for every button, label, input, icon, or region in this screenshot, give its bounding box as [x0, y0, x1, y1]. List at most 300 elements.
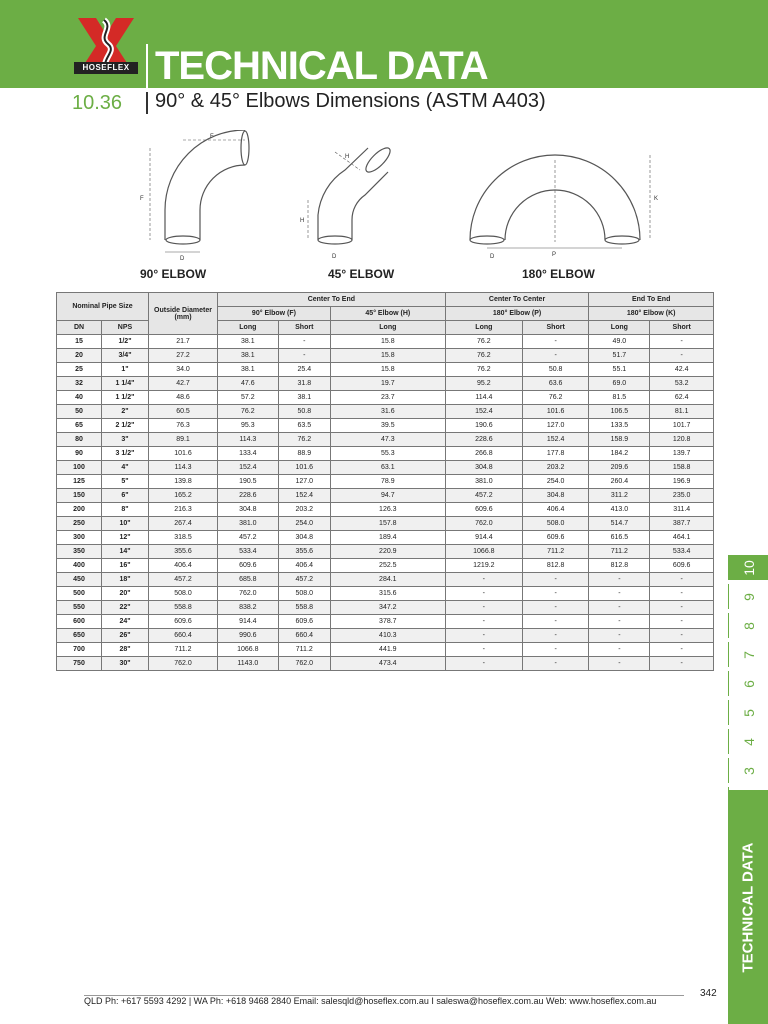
- table-cell: 609.6: [218, 559, 279, 573]
- page-code: 10.36: [72, 92, 123, 114]
- table-row: [57, 489, 714, 503]
- section-tab-label: 5: [740, 708, 757, 717]
- table-cell: 750: [57, 657, 102, 671]
- table-cell: 49.0: [589, 335, 650, 349]
- table-cell: 1 1/4": [102, 377, 149, 391]
- table-cell: 50.8: [278, 405, 330, 419]
- table-cell: 81.5: [589, 391, 650, 405]
- table-cell: 284.1: [330, 573, 445, 587]
- label-p-180: P: [552, 252, 557, 258]
- elbow-dimensions-table: [56, 292, 714, 671]
- table-cell: 10": [102, 517, 149, 531]
- elbow-diagrams: [0, 130, 768, 265]
- table-body: [57, 335, 714, 671]
- table-cell: 5": [102, 475, 149, 489]
- table-cell: 39.5: [330, 419, 445, 433]
- table-cell: -: [589, 643, 650, 657]
- section-tab-4[interactable]: [728, 729, 768, 754]
- table-row: [57, 643, 714, 657]
- table-cell: 311.4: [650, 503, 714, 517]
- table-cell: 34.0: [149, 363, 218, 377]
- table-cell: 609.6: [278, 615, 330, 629]
- table-cell: 685.8: [218, 573, 279, 587]
- table-row: [57, 461, 714, 475]
- header-long: Long: [330, 321, 445, 335]
- table-cell: 203.2: [278, 503, 330, 517]
- table-cell: 609.6: [522, 531, 588, 545]
- table-cell: 101.7: [650, 419, 714, 433]
- table-cell: 220.9: [330, 545, 445, 559]
- label-h-top: H: [345, 154, 350, 160]
- table-cell: -: [445, 629, 522, 643]
- table-cell: -: [650, 629, 714, 643]
- section-tab-label: 9: [740, 592, 757, 601]
- table-cell: 38.1: [218, 335, 279, 349]
- table-cell: -: [589, 573, 650, 587]
- table-cell: -: [650, 587, 714, 601]
- table-cell: 464.1: [650, 531, 714, 545]
- table-cell: 21.7: [149, 335, 218, 349]
- table-cell: 550: [57, 601, 102, 615]
- footer-contact: QLD Ph: +617 5593 4292 | WA Ph: +618 9468 2840 Email: salesqld@hoseflex.com.au I saleswa@hoseflex.com.au Web: www.hoseflex.com.au: [84, 996, 657, 1006]
- table-cell: 65: [57, 419, 102, 433]
- table-row: [57, 615, 714, 629]
- table-cell: -: [650, 601, 714, 615]
- table-cell: 267.4: [149, 517, 218, 531]
- table-cell: 76.2: [522, 391, 588, 405]
- table-cell: 78.9: [330, 475, 445, 489]
- table-cell: 26": [102, 629, 149, 643]
- table-cell: -: [589, 629, 650, 643]
- table-row: [57, 545, 714, 559]
- table-cell: 355.6: [149, 545, 218, 559]
- table-cell: 94.7: [330, 489, 445, 503]
- table-cell: -: [278, 335, 330, 349]
- table-cell: -: [650, 349, 714, 363]
- table-cell: 152.4: [278, 489, 330, 503]
- table-cell: 48.6: [149, 391, 218, 405]
- table-cell: 139.8: [149, 475, 218, 489]
- table-cell: 62.4: [650, 391, 714, 405]
- table-cell: 81.1: [650, 405, 714, 419]
- table-cell: 216.3: [149, 503, 218, 517]
- table-cell: 80: [57, 433, 102, 447]
- header-long: Long: [589, 321, 650, 335]
- table-cell: 69.0: [589, 377, 650, 391]
- table-cell: 711.2: [522, 545, 588, 559]
- elbow-180-diagram: [470, 155, 650, 248]
- table-cell: 315.6: [330, 587, 445, 601]
- table-cell: 209.6: [589, 461, 650, 475]
- table-cell: 2": [102, 405, 149, 419]
- table-cell: 250: [57, 517, 102, 531]
- header-short: Short: [278, 321, 330, 335]
- table-cell: 533.4: [650, 545, 714, 559]
- label-f-top: F: [210, 134, 214, 140]
- table-cell: 139.7: [650, 447, 714, 461]
- table-cell: 406.4: [149, 559, 218, 573]
- table-cell: 762.0: [445, 517, 522, 531]
- label-d-90: D: [180, 256, 185, 262]
- section-tab-9[interactable]: [728, 584, 768, 609]
- table-cell: -: [650, 657, 714, 671]
- table-cell: 1143.0: [218, 657, 279, 671]
- header-dn: DN: [57, 321, 102, 335]
- table-cell: 95.3: [218, 419, 279, 433]
- table-cell: 114.3: [149, 461, 218, 475]
- table-cell: -: [278, 349, 330, 363]
- table-cell: 152.4: [218, 461, 279, 475]
- table-cell: 3/4": [102, 349, 149, 363]
- header-180-elbow-p: 180° Elbow (P): [445, 307, 589, 321]
- table-row: [57, 573, 714, 587]
- table-row: [57, 391, 714, 405]
- table-row: [57, 419, 714, 433]
- table-cell: 6": [102, 489, 149, 503]
- table-cell: -: [445, 643, 522, 657]
- table-cell: 252.5: [330, 559, 445, 573]
- header-short: Short: [650, 321, 714, 335]
- table-cell: 125: [57, 475, 102, 489]
- table-cell: 990.6: [218, 629, 279, 643]
- table-cell: 196.9: [650, 475, 714, 489]
- table-cell: 24": [102, 615, 149, 629]
- table-cell: 25: [57, 363, 102, 377]
- label-d-180: D: [490, 254, 495, 260]
- table-cell: 76.2: [218, 405, 279, 419]
- table-cell: 18": [102, 573, 149, 587]
- caption-90-elbow: 90° ELBOW: [140, 267, 207, 281]
- table-cell: 558.8: [278, 601, 330, 615]
- table-cell: 19.7: [330, 377, 445, 391]
- table-cell: 200: [57, 503, 102, 517]
- table-cell: 266.8: [445, 447, 522, 461]
- table-cell: -: [445, 657, 522, 671]
- brand-text: HOSEFLEX: [74, 62, 138, 74]
- section-tab-7[interactable]: [728, 642, 768, 667]
- table-cell: 300: [57, 531, 102, 545]
- table-cell: 31.8: [278, 377, 330, 391]
- table-row: [57, 405, 714, 419]
- table-cell: 27.2: [149, 349, 218, 363]
- header-center-to-end: Center To End: [218, 293, 446, 307]
- table-cell: 762.0: [218, 587, 279, 601]
- table-cell: 30": [102, 657, 149, 671]
- table-cell: 660.4: [149, 629, 218, 643]
- table-cell: -: [650, 615, 714, 629]
- table-cell: 381.0: [445, 475, 522, 489]
- table-row: [57, 503, 714, 517]
- table-cell: -: [445, 573, 522, 587]
- table-cell: 15.8: [330, 349, 445, 363]
- table-cell: 914.4: [445, 531, 522, 545]
- subtitle-divider: [146, 92, 148, 114]
- table-cell: 387.7: [650, 517, 714, 531]
- table-cell: 235.0: [650, 489, 714, 503]
- table-cell: 53.2: [650, 377, 714, 391]
- table-cell: 158.9: [589, 433, 650, 447]
- table-row: [57, 517, 714, 531]
- table-cell: 4": [102, 461, 149, 475]
- table-cell: 508.0: [278, 587, 330, 601]
- table-cell: 400: [57, 559, 102, 573]
- table-cell: 457.2: [278, 573, 330, 587]
- table-cell: -: [650, 573, 714, 587]
- section-tab-label: 6: [740, 679, 757, 688]
- table-cell: 14": [102, 545, 149, 559]
- table-cell: 76.2: [278, 433, 330, 447]
- table-cell: 152.4: [522, 433, 588, 447]
- table-cell: 304.8: [445, 461, 522, 475]
- table-cell: 158.8: [650, 461, 714, 475]
- table-cell: 76.2: [445, 363, 522, 377]
- table-cell: 101.6: [149, 447, 218, 461]
- table-row: [57, 335, 714, 349]
- table-cell: 378.7: [330, 615, 445, 629]
- section-tab-label: 10: [740, 559, 757, 576]
- caption-180-elbow: 180° ELBOW: [522, 267, 595, 281]
- side-label-text: TECHNICAL DATA: [739, 842, 757, 972]
- table-cell: 57.2: [218, 391, 279, 405]
- page-subtitle: 90° & 45° Elbows Dimensions (ASTM A403): [155, 90, 546, 112]
- label-d-45: D: [332, 254, 337, 260]
- table-cell: 318.5: [149, 531, 218, 545]
- table-cell: 355.6: [278, 545, 330, 559]
- table-cell: 762.0: [149, 657, 218, 671]
- table-cell: 55.1: [589, 363, 650, 377]
- table-cell: 533.4: [218, 545, 279, 559]
- table-cell: -: [445, 615, 522, 629]
- header-outside-diameter: Outside Diameter (mm): [149, 293, 218, 335]
- table-cell: -: [522, 643, 588, 657]
- table-cell: 228.6: [218, 489, 279, 503]
- header-short: Short: [522, 321, 588, 335]
- table-cell: 100: [57, 461, 102, 475]
- table-cell: 63.1: [330, 461, 445, 475]
- table-cell: 63.5: [278, 419, 330, 433]
- table-cell: 101.6: [522, 405, 588, 419]
- section-tab-10[interactable]: [728, 555, 768, 580]
- table-cell: 616.5: [589, 531, 650, 545]
- table-cell: -: [522, 335, 588, 349]
- section-tab-label: 3: [740, 766, 757, 775]
- section-tab-label: 7: [740, 650, 757, 659]
- table-cell: 101.6: [278, 461, 330, 475]
- table-cell: 711.2: [149, 643, 218, 657]
- table-cell: 63.6: [522, 377, 588, 391]
- table-cell: 55.3: [330, 447, 445, 461]
- table-cell: 22": [102, 601, 149, 615]
- caption-45-elbow: 45° ELBOW: [328, 267, 395, 281]
- header-nominal-size: Nominal Pipe Size: [57, 293, 149, 321]
- table-cell: 38.1: [278, 391, 330, 405]
- table-cell: 76.2: [445, 349, 522, 363]
- table-cell: 1066.8: [445, 545, 522, 559]
- table-cell: 177.8: [522, 447, 588, 461]
- table-cell: -: [589, 587, 650, 601]
- table-cell: 106.5: [589, 405, 650, 419]
- table-cell: 38.1: [218, 363, 279, 377]
- table-cell: 20": [102, 587, 149, 601]
- table-cell: 473.4: [330, 657, 445, 671]
- table-row: [57, 601, 714, 615]
- table-row: [57, 377, 714, 391]
- table-cell: -: [522, 615, 588, 629]
- section-tab-6[interactable]: [728, 671, 768, 696]
- table-cell: 304.8: [278, 531, 330, 545]
- table-cell: 40: [57, 391, 102, 405]
- table-cell: 457.2: [218, 531, 279, 545]
- table-cell: 609.6: [149, 615, 218, 629]
- table-row: [57, 657, 714, 671]
- table-row: [57, 531, 714, 545]
- table-cell: 311.2: [589, 489, 650, 503]
- table-cell: 1219.2: [445, 559, 522, 573]
- side-section-label: [728, 790, 768, 1024]
- table-cell: 260.4: [589, 475, 650, 489]
- table-cell: 28": [102, 643, 149, 657]
- table-cell: 381.0: [218, 517, 279, 531]
- header-center-to-center: Center To Center: [445, 293, 589, 307]
- table-cell: 3 1/2": [102, 447, 149, 461]
- table-cell: 660.4: [278, 629, 330, 643]
- table-cell: 457.2: [445, 489, 522, 503]
- table-cell: 304.8: [522, 489, 588, 503]
- table-cell: 609.6: [650, 559, 714, 573]
- table-row: [57, 587, 714, 601]
- elbow-90-diagram: [150, 130, 249, 252]
- table-cell: 50.8: [522, 363, 588, 377]
- table-cell: 410.3: [330, 629, 445, 643]
- table-cell: 1066.8: [218, 643, 279, 657]
- table-cell: 600: [57, 615, 102, 629]
- table-cell: 152.4: [445, 405, 522, 419]
- table-cell: 508.0: [149, 587, 218, 601]
- table-cell: -: [650, 643, 714, 657]
- table-row: [57, 559, 714, 573]
- table-row: [57, 475, 714, 489]
- table-cell: 406.4: [278, 559, 330, 573]
- header-180-elbow-k: 180° Elbow (K): [589, 307, 714, 321]
- table-cell: 47.3: [330, 433, 445, 447]
- table-cell: -: [650, 335, 714, 349]
- table-cell: 508.0: [522, 517, 588, 531]
- table-cell: 190.6: [445, 419, 522, 433]
- table-cell: 413.0: [589, 503, 650, 517]
- table-row: [57, 433, 714, 447]
- header-end-to-end: End To End: [589, 293, 714, 307]
- table-cell: 347.2: [330, 601, 445, 615]
- table-cell: 89.1: [149, 433, 218, 447]
- table-cell: 2 1/2": [102, 419, 149, 433]
- table-cell: 441.9: [330, 643, 445, 657]
- table-cell: -: [445, 601, 522, 615]
- table-cell: 133.5: [589, 419, 650, 433]
- page-number: 342: [700, 988, 717, 999]
- table-row: [57, 447, 714, 461]
- table-cell: 914.4: [218, 615, 279, 629]
- table-cell: -: [522, 587, 588, 601]
- table-cell: 60.5: [149, 405, 218, 419]
- table-cell: 1": [102, 363, 149, 377]
- table-cell: 762.0: [278, 657, 330, 671]
- table-cell: 189.4: [330, 531, 445, 545]
- table-cell: 1/2": [102, 335, 149, 349]
- label-h-side: H: [300, 218, 305, 224]
- table-cell: 76.3: [149, 419, 218, 433]
- table-cell: 15.8: [330, 335, 445, 349]
- table-cell: 76.2: [445, 335, 522, 349]
- table-cell: 114.4: [445, 391, 522, 405]
- table-cell: 812.8: [589, 559, 650, 573]
- table-cell: 31.6: [330, 405, 445, 419]
- table-cell: 25.4: [278, 363, 330, 377]
- section-tab-8[interactable]: [728, 613, 768, 638]
- table-cell: 127.0: [278, 475, 330, 489]
- table-cell: 609.6: [445, 503, 522, 517]
- table-cell: 700: [57, 643, 102, 657]
- table-cell: -: [522, 573, 588, 587]
- table-cell: 514.7: [589, 517, 650, 531]
- label-k-180: K: [654, 196, 659, 202]
- page-title: TECHNICAL DATA: [155, 44, 488, 88]
- table-cell: 304.8: [218, 503, 279, 517]
- table-cell: 254.0: [522, 475, 588, 489]
- table-cell: 47.6: [218, 377, 279, 391]
- table-cell: 350: [57, 545, 102, 559]
- table-cell: 15: [57, 335, 102, 349]
- table-cell: 711.2: [589, 545, 650, 559]
- table-cell: 16": [102, 559, 149, 573]
- section-tab-3[interactable]: [728, 758, 768, 783]
- table-cell: 95.2: [445, 377, 522, 391]
- table-cell: 406.4: [522, 503, 588, 517]
- table-cell: 42.4: [650, 363, 714, 377]
- table-cell: 90: [57, 447, 102, 461]
- title-divider: [146, 44, 148, 88]
- section-tab-label: 8: [740, 621, 757, 630]
- header-45-elbow: 45° Elbow (H): [330, 307, 445, 321]
- table-cell: -: [445, 587, 522, 601]
- table-cell: 165.2: [149, 489, 218, 503]
- table-cell: 457.2: [149, 573, 218, 587]
- table-cell: -: [589, 601, 650, 615]
- table-cell: 254.0: [278, 517, 330, 531]
- section-tab-label: 4: [740, 737, 757, 746]
- table-cell: 1 1/2": [102, 391, 149, 405]
- table-cell: 650: [57, 629, 102, 643]
- table-cell: -: [522, 349, 588, 363]
- table-cell: 3": [102, 433, 149, 447]
- table-cell: -: [522, 601, 588, 615]
- table-cell: 150: [57, 489, 102, 503]
- header-long: Long: [218, 321, 279, 335]
- table-cell: 12": [102, 531, 149, 545]
- table-cell: 15.8: [330, 363, 445, 377]
- table-cell: 127.0: [522, 419, 588, 433]
- table-cell: 50: [57, 405, 102, 419]
- table-cell: 184.2: [589, 447, 650, 461]
- table-cell: 38.1: [218, 349, 279, 363]
- table-row: [57, 349, 714, 363]
- table-cell: 812.8: [522, 559, 588, 573]
- section-tab-5[interactable]: [728, 700, 768, 725]
- table-cell: 120.8: [650, 433, 714, 447]
- label-f-side: F: [140, 196, 144, 202]
- table-cell: 133.4: [218, 447, 279, 461]
- table-cell: -: [589, 657, 650, 671]
- header-90-elbow: 90° Elbow (F): [218, 307, 331, 321]
